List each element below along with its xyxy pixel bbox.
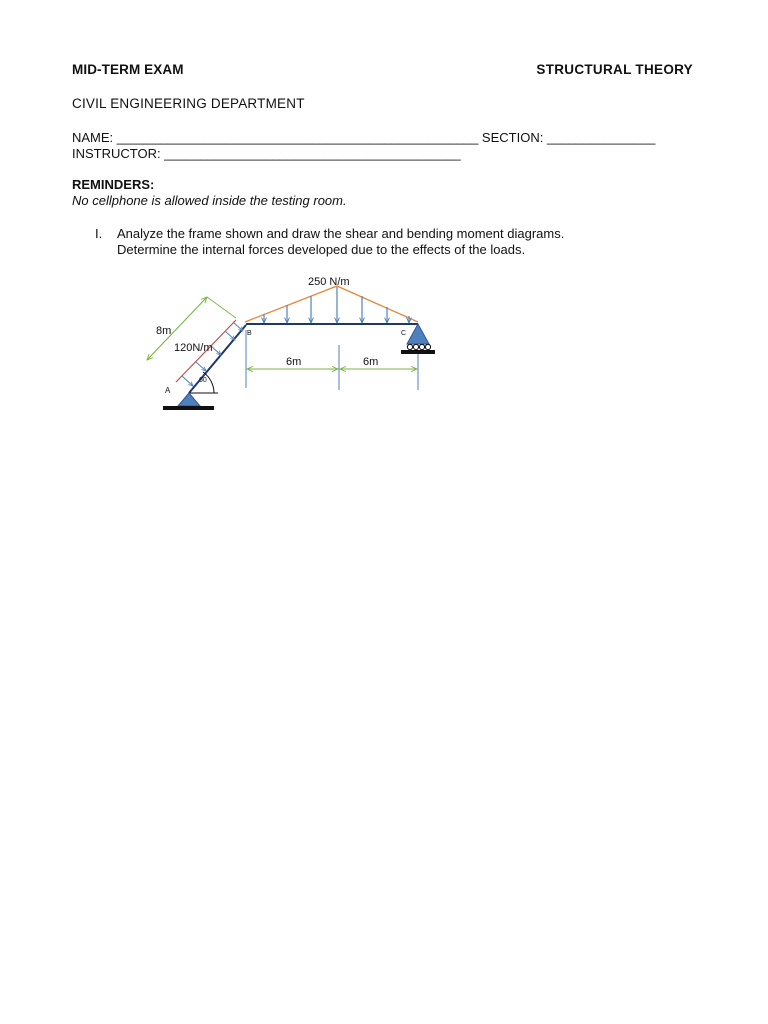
label-point-c: C bbox=[401, 330, 407, 337]
instructor-label: INSTRUCTOR: bbox=[72, 146, 161, 161]
label-span-left: 6m bbox=[286, 356, 302, 368]
department: CIVIL ENGINEERING DEPARTMENT bbox=[72, 96, 305, 111]
question-line-2: Determine the internal forces developed due to the effects of the loads. bbox=[117, 242, 526, 257]
label-length-incline: 8m bbox=[156, 325, 172, 337]
section-label: SECTION: bbox=[481, 130, 544, 145]
reminders-text: No cellphone is allowed inside the testing room. bbox=[72, 193, 347, 208]
label-angle: 60 bbox=[199, 377, 207, 384]
instructor-blank[interactable]: _________________________________________ bbox=[164, 146, 461, 161]
inclined-load-arrows bbox=[182, 322, 243, 386]
label-span-right: 6m bbox=[363, 356, 379, 368]
subject-title: STRUCTURAL THEORY bbox=[536, 62, 693, 77]
distributed-load-outline bbox=[245, 286, 418, 322]
roller-support-c bbox=[401, 324, 435, 354]
name-label: NAME: bbox=[72, 130, 114, 145]
pin-support-a bbox=[163, 393, 214, 410]
name-blank[interactable]: __________________________________________________ bbox=[116, 130, 479, 145]
label-point-a: A bbox=[165, 386, 171, 395]
section-blank[interactable]: _______________ bbox=[546, 130, 656, 145]
question-number: I. bbox=[95, 226, 103, 241]
label-load-incline: 120N/m bbox=[174, 342, 213, 354]
exam-title: MID-TERM EXAM bbox=[72, 62, 184, 77]
label-load-top: 250 N/m bbox=[308, 276, 350, 288]
label-point-b: B bbox=[247, 330, 252, 337]
dimension-extension bbox=[207, 297, 236, 318]
question-line-1: Analyze the frame shown and draw the shear and bending moment diagrams. bbox=[117, 226, 565, 241]
distributed-load-arrows bbox=[264, 287, 409, 323]
reminders-title: REMINDERS: bbox=[72, 177, 155, 192]
span-extension-lines bbox=[246, 330, 418, 390]
